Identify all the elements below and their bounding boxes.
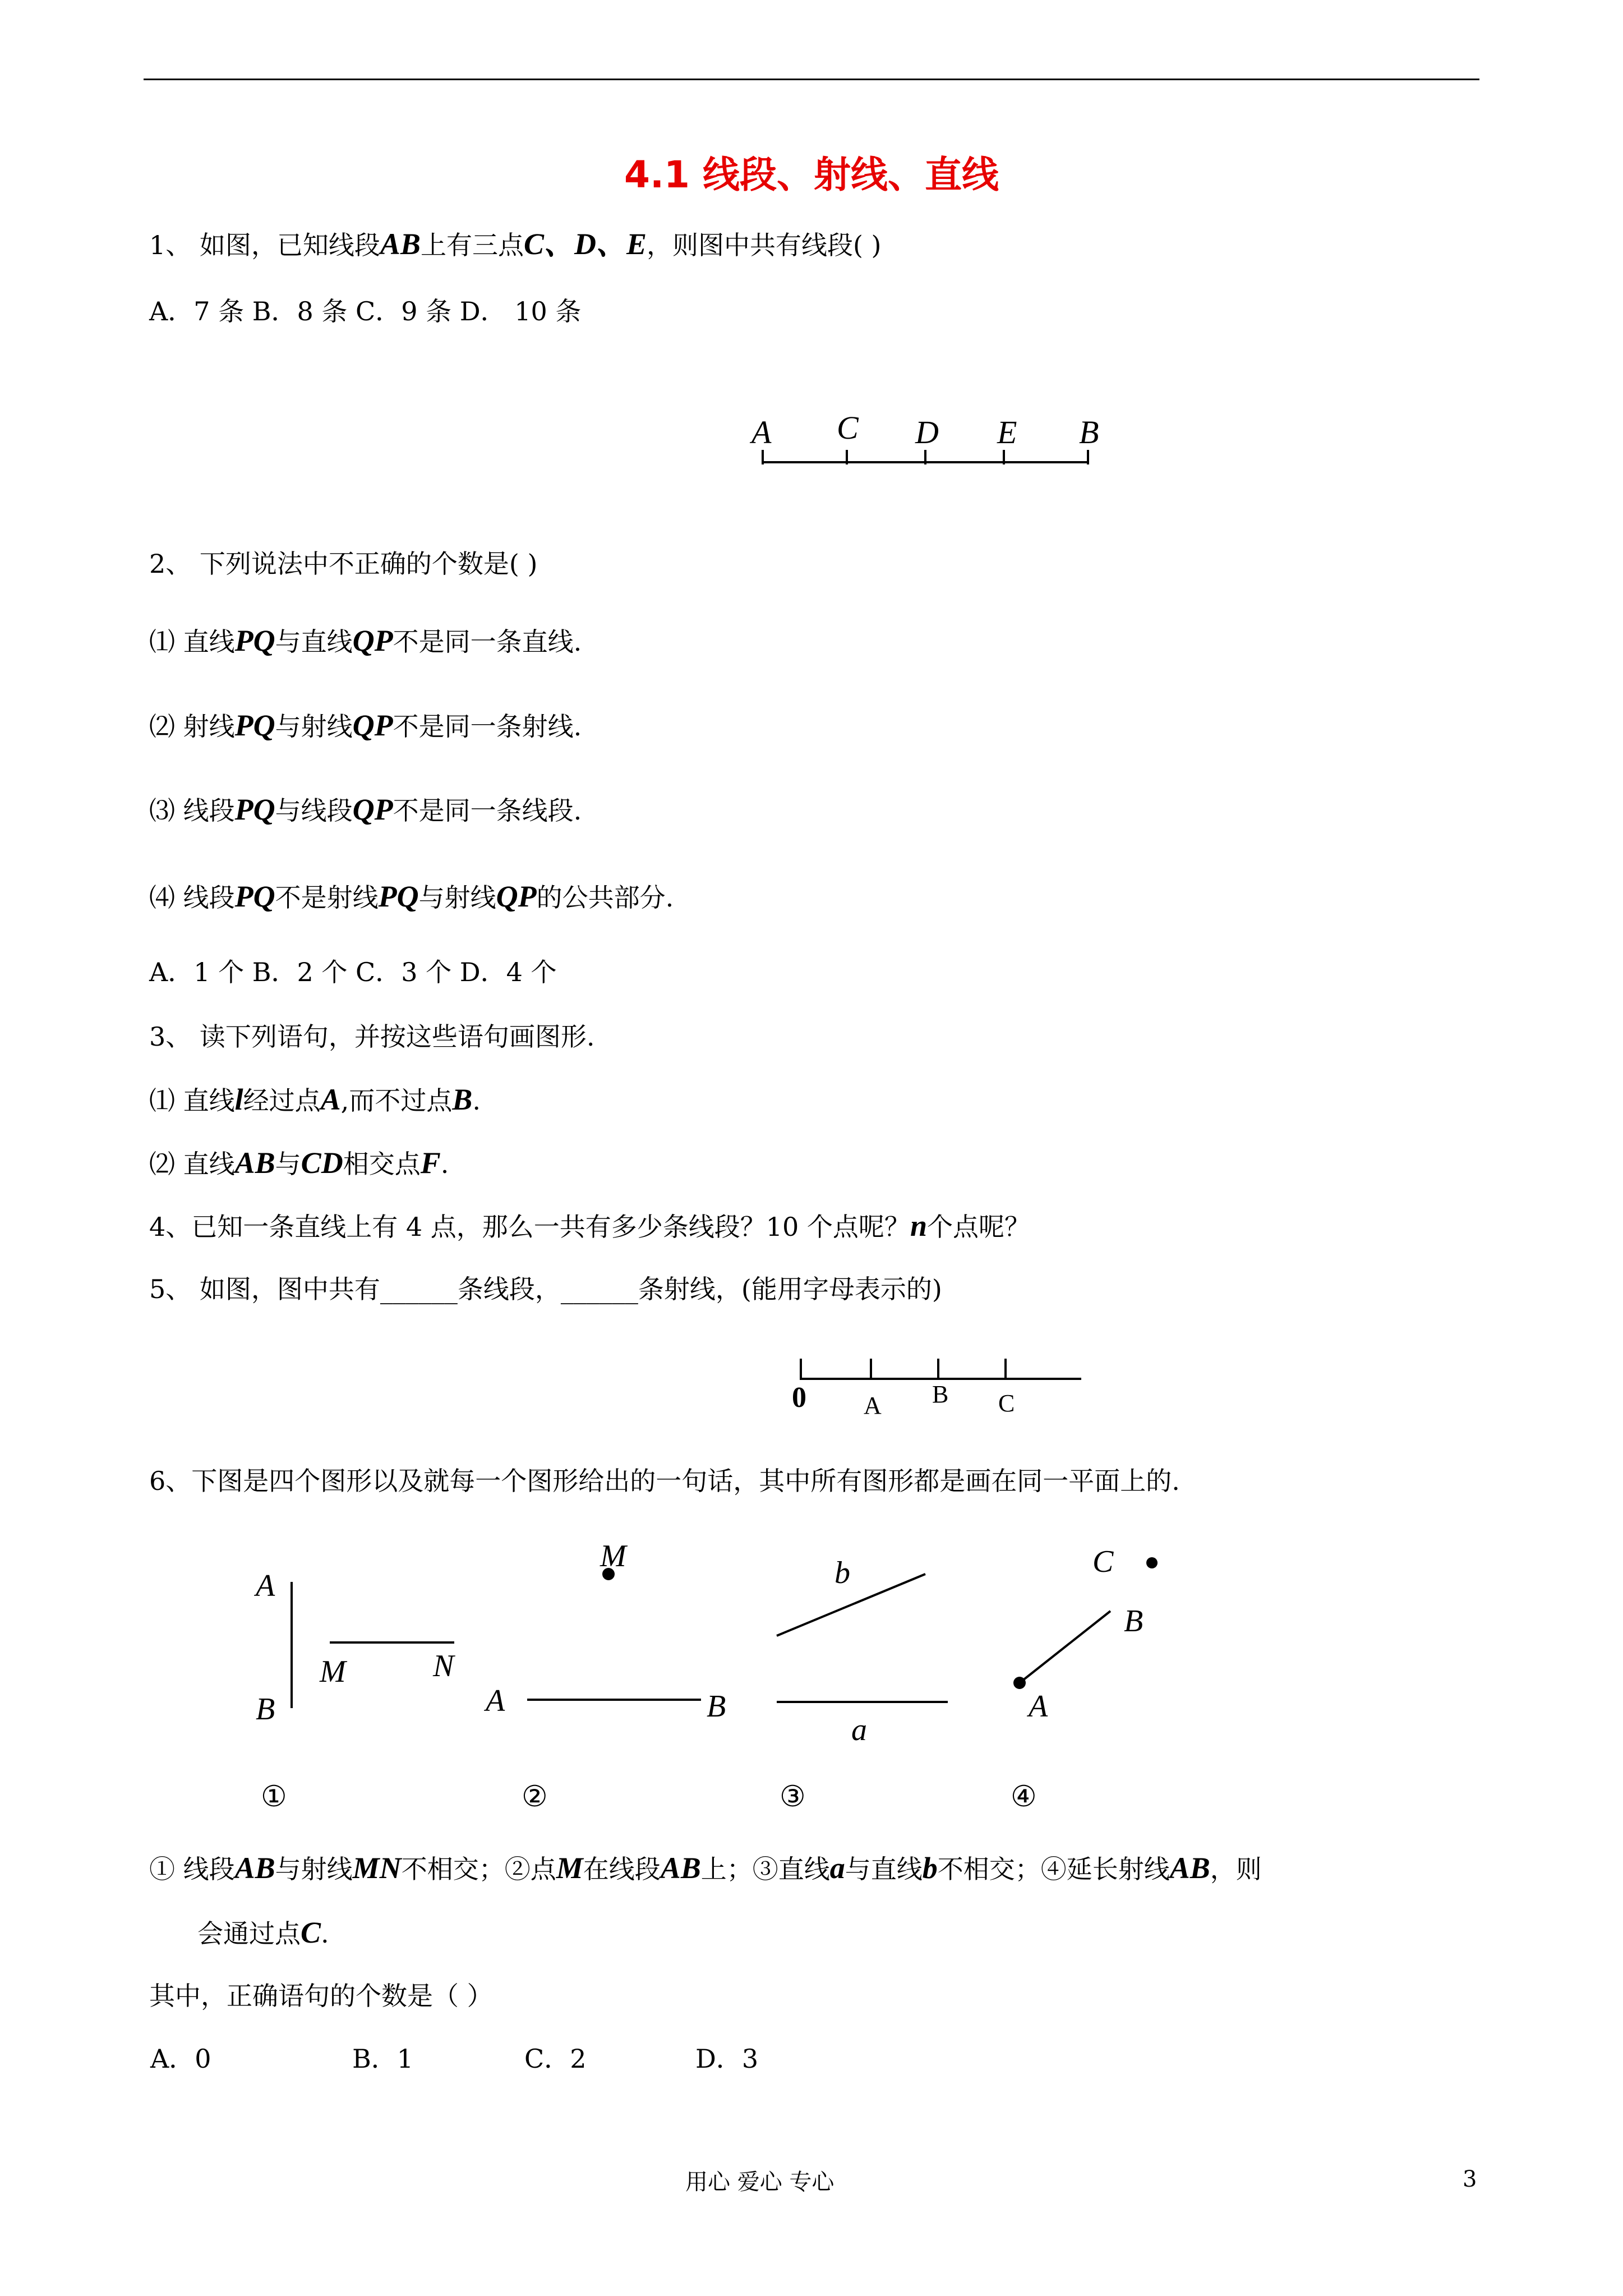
q1-text-a: 1、 如图，已知线段 — [149, 230, 380, 260]
f2-number: ② — [522, 1781, 548, 1813]
q3-l2-d: . — [440, 1149, 449, 1179]
q6-s1-b: 与射线 — [275, 1854, 353, 1884]
q2-item-4-var1: PQ — [234, 880, 275, 913]
q3-stem: 3、 读下列语句，并按这些语句画图形. — [149, 1022, 595, 1052]
q2-item-4-mid2: 与射线 — [418, 882, 496, 913]
q6-s1-var-b: b — [922, 1851, 938, 1885]
q3-l2-var-ab: AB — [234, 1146, 275, 1180]
q6-s1-f: 与直线 — [845, 1854, 923, 1884]
q2-options: A．1 个 B．2 个 C．3 个 D．4 个 — [149, 957, 557, 987]
q1-options: A．7 条 B．8 条 C．9 条 D． 10 条 — [149, 296, 582, 326]
q1-label-a: A — [751, 414, 772, 450]
q2-item-1-var1: PQ — [234, 624, 275, 657]
q6-option-a: A．0 — [150, 2044, 211, 2074]
q3-l2-b: 与 — [275, 1149, 301, 1179]
f3-label-a: a — [851, 1713, 867, 1747]
q2-item-4-var3: QP — [496, 880, 537, 913]
footer-motto: 用心 爱心 专心 — [685, 2169, 834, 2195]
q2-item-3-var1: PQ — [234, 793, 275, 826]
q3-l1-b: 经过点 — [243, 1085, 321, 1116]
q2-item-2-prefix: ⑵ 射线 — [149, 711, 235, 742]
q2-item-4-mid1: 不是射线 — [275, 882, 379, 913]
q6-s1-var-ab: AB — [234, 1851, 275, 1885]
q1-label-c: C — [837, 409, 859, 446]
q5-text: 5、 如图，图中共有______条线段，______条射线，(能用字母表示的) — [149, 1274, 942, 1304]
q3-line-2 — [149, 1146, 449, 1181]
f4-point-a — [1013, 1677, 1026, 1689]
q5-figure — [780, 1346, 1094, 1425]
q2-item-1-var2: QP — [352, 624, 393, 657]
q2-item-4-prefix: ⑷ 线段 — [149, 882, 235, 913]
q2-item-3-prefix: ⑶ 线段 — [149, 795, 235, 826]
q6-s1-c: 不相交；②点 — [401, 1854, 556, 1884]
q6-option-d: D．3 — [695, 2044, 759, 2074]
q6-s1-d: 在线段 — [583, 1854, 661, 1884]
f4-ray-ab — [1020, 1611, 1110, 1683]
q2-item-1-tail: 不是同一条直线. — [393, 627, 582, 657]
q2-item-4-var2: PQ — [378, 880, 419, 913]
q2-item-1-mid: 与直线 — [275, 627, 353, 657]
f2-label-b: B — [707, 1689, 726, 1724]
f4-label-b: B — [1124, 1604, 1144, 1639]
q4-text-a: 4、已知一条直线上有 4 点，那么一共有多少条线段？10 个点呢？ — [149, 1212, 910, 1242]
f4-label-c: C — [1092, 1544, 1114, 1579]
q2-item-2-tail: 不是同一条射线. — [393, 711, 582, 742]
q2-item-4-tail: 的公共部分. — [536, 882, 674, 913]
q6-option-b: B．1 — [352, 2044, 414, 2074]
q4-var-n: n — [910, 1209, 927, 1243]
f2-label-m: M — [600, 1539, 626, 1573]
q6-s2-a: 会通过点 — [197, 1918, 301, 1949]
q5-label-a: A — [864, 1392, 882, 1419]
q3-l1-a: ⑴ 直线 — [149, 1085, 235, 1116]
q6-s2-var-c: C — [301, 1916, 321, 1949]
q1-label-e: E — [997, 414, 1017, 450]
q6-s1-var-ab2: AB — [660, 1851, 701, 1885]
f4-point-c — [1146, 1557, 1158, 1568]
q3-l2-var-cd: CD — [301, 1146, 343, 1180]
q2-item-2 — [149, 708, 582, 743]
q3-l2-var-f: F — [420, 1146, 441, 1180]
q3-l1-var-l: l — [234, 1083, 243, 1116]
f1-number: ① — [261, 1781, 287, 1813]
f1-label-n: N — [433, 1649, 454, 1683]
q6-s1-g: 不相交；④延长射线 — [937, 1854, 1170, 1884]
q1-figure — [740, 404, 1122, 477]
q2-item-3 — [149, 793, 582, 827]
q6-question: 其中，正确语句的个数是（ ） — [149, 1981, 493, 2011]
q6-s1-h: ，则 — [1210, 1854, 1262, 1884]
q6-statements-1 — [149, 1851, 1262, 1886]
q1-var-ab: AB — [380, 227, 421, 261]
f1-label-b: B — [256, 1692, 275, 1727]
header-rule — [144, 79, 1479, 80]
q1-text-e: ，则图中共有线段( ) — [646, 230, 882, 260]
q1-var-cde: C、D、E — [523, 227, 647, 261]
q6-figures — [236, 1537, 1223, 1829]
q3-l1-c: ,而不过点 — [340, 1085, 453, 1116]
f4-number: ④ — [1011, 1781, 1037, 1813]
q1-label-d: D — [915, 414, 939, 450]
q2-stem: 2、 下列说法中不正确的个数是( ) — [149, 549, 538, 579]
q3-l1-var-a: A — [320, 1083, 341, 1116]
q6-s1-a: ① 线段 — [149, 1854, 235, 1884]
q1-text-c: 上有三点 — [420, 230, 524, 260]
q6-s1-e: 上；③直线 — [700, 1854, 830, 1884]
q2-item-1 — [149, 624, 582, 659]
q6-s1-var-ab3: AB — [1169, 1851, 1210, 1885]
q6-stem: 6、下图是四个图形以及就每一个图形给出的一句话，其中所有图形都是画在同一平面上的. — [149, 1466, 1180, 1496]
q6-s1-var-m: M — [556, 1851, 583, 1885]
q2-item-1-prefix: ⑴ 直线 — [149, 627, 235, 657]
q1-label-b: B — [1079, 414, 1099, 450]
q6-s2-b: . — [321, 1918, 329, 1949]
q6-s1-var-mn: MN — [352, 1851, 402, 1885]
q3-l1-var-b: B — [452, 1083, 473, 1116]
f3-number: ③ — [780, 1781, 806, 1813]
page-number: 3 — [1463, 2166, 1477, 2192]
q3-l2-a: ⑵ 直线 — [149, 1149, 235, 1179]
q3-l1-d: . — [472, 1085, 481, 1116]
f2-label-a: A — [486, 1683, 505, 1718]
q2-item-2-var2: QP — [352, 708, 393, 742]
q3-l2-c: 相交点 — [343, 1149, 421, 1179]
q5-label-0: 0 — [792, 1382, 806, 1414]
q4-text — [149, 1209, 1030, 1244]
q5-label-b: B — [932, 1381, 949, 1408]
q1-stem — [149, 227, 882, 262]
q2-item-3-var2: QP — [352, 793, 393, 826]
q2-item-2-mid: 与射线 — [275, 711, 353, 742]
q4-text-b: 个点呢？ — [926, 1212, 1030, 1242]
q2-item-4 — [149, 880, 674, 914]
f3-line-b — [777, 1574, 925, 1636]
q6-statements-2 — [197, 1916, 329, 1950]
q6-s1-var-a: a — [829, 1851, 845, 1885]
q2-item-3-tail: 不是同一条线段. — [393, 795, 582, 826]
q3-line-1 — [149, 1083, 481, 1117]
q5-label-c: C — [998, 1389, 1015, 1417]
q2-item-2-var1: PQ — [234, 708, 275, 742]
f1-label-a: A — [256, 1568, 275, 1603]
f3-label-b: b — [834, 1556, 850, 1590]
q2-item-3-mid: 与线段 — [275, 795, 353, 826]
f1-label-m: M — [320, 1654, 346, 1689]
f4-label-a: A — [1029, 1689, 1048, 1724]
q6-option-c: C．2 — [524, 2044, 587, 2074]
page-title: 4.1 线段、射线、直线 — [624, 153, 999, 196]
